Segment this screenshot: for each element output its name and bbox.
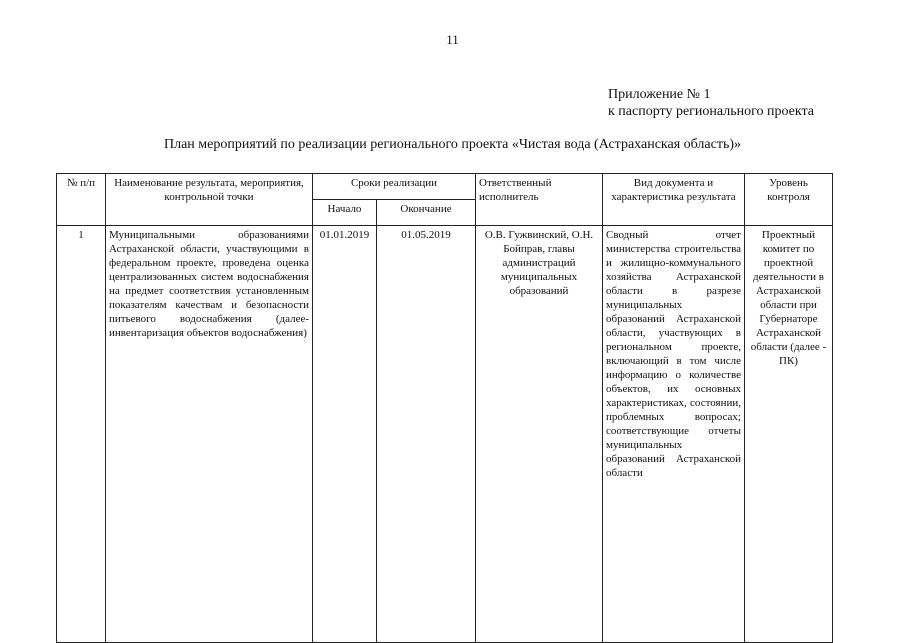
header-num: № п/п [57, 174, 106, 226]
appendix-line-2: к паспорту регионального проекта [608, 104, 814, 119]
header-control: Уровень контроля [745, 174, 833, 226]
cell-start: 01.01.2019 [313, 226, 377, 643]
page-number: 11 [446, 32, 459, 47]
appendix-note [608, 86, 814, 120]
header-executor: Ответственный исполнитель [476, 174, 603, 226]
cell-num: 1 [57, 226, 106, 643]
cell-control: Проектный комитет по проектной деятельности в Астраханской области при Губернаторе Астраханской области (далее - ПК) [745, 226, 833, 643]
cell-executor: О.В. Гужвинский, О.Н. Бойправ, главы администраций муниципальных образований [476, 226, 603, 643]
cell-doc: Сводный отчет министерства строительства и жилищно-коммунального хозяйства Астраханской области в разрезе муниципальных образований Астраханской области, участвующих в региональном проекте, включающий в том числе информацию о количестве объектов, их основных характеристиках, состоянии, проблемных вопросах; соответствующие отчеты муниципальных образований Астраханской области [603, 226, 745, 643]
header-doc: Вид документа и характеристика результата [603, 174, 745, 226]
header-end: Окончание [377, 200, 476, 226]
cell-end: 01.05.2019 [377, 226, 476, 643]
cell-name: Муниципальными образованиями Астраханской области, участвующими в федеральном проекте, проведена оценка централизованных систем водоснабжения на предмет соответствия установленным показателям качествам и безопасности питьевого водоснабжения (далее-инвентаризация объектов водоснабжения) [106, 226, 313, 643]
document-title: План мероприятий по реализации регионального проекта «Чистая вода (Астраханская область)» [163, 137, 741, 152]
header-start: Начало [313, 200, 377, 226]
appendix-line-1: Приложение № 1 [608, 87, 711, 102]
header-row [57, 174, 833, 200]
table-row [57, 226, 833, 643]
plan-table [56, 173, 833, 643]
header-period: Сроки реализации [313, 174, 476, 200]
header-name: Наименование результата, мероприятия, контрольной точки [106, 174, 313, 226]
